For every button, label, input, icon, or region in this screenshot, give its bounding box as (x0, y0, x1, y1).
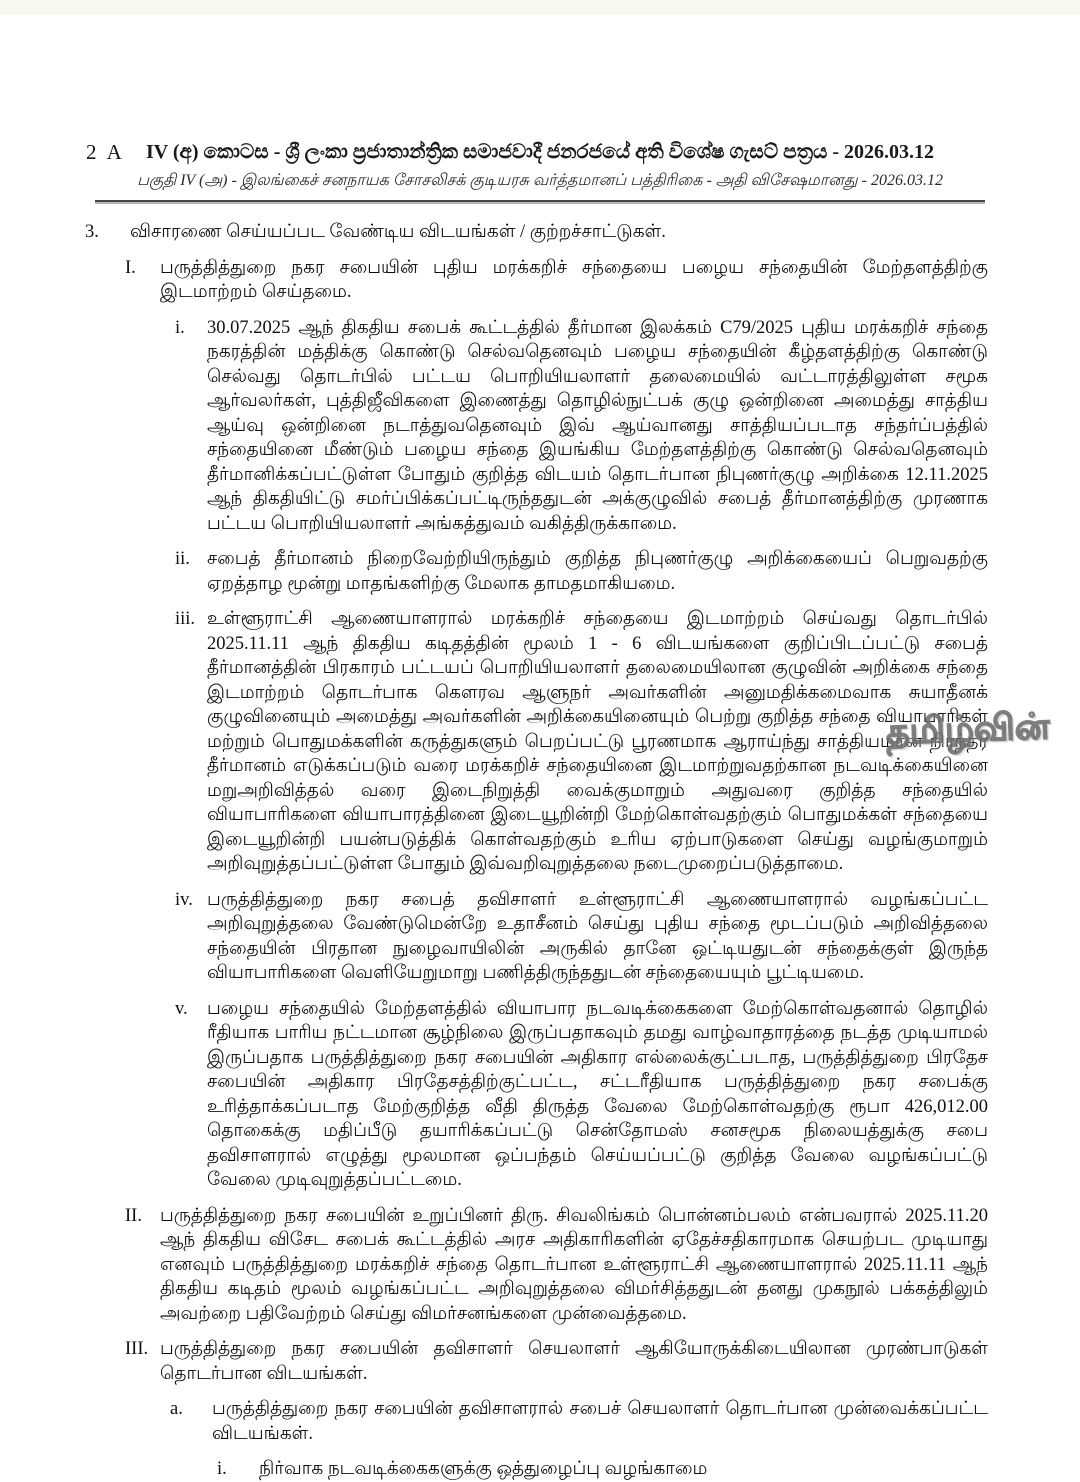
item-II (125, 1204, 988, 1327)
item-III-a-label: a. (170, 1399, 183, 1419)
item-III-a-i-label: i. (217, 1459, 227, 1479)
section-title: விசாரணை செய்யப்பட வேண்டிய விடயங்கள் / குற்றச்சாட்டுகள். (130, 222, 666, 242)
item-I-iv (175, 888, 988, 986)
page-header (0, 0, 1080, 204)
item-I-v (175, 997, 988, 1193)
item-I-i-text: 30.07.2025 ஆந் திகதிய சபைக் கூட்டத்தில் தீர்மான இலக்கம் C79/2025 புதிய மரக்கறிச் சந்தை நகரத்தின் மத்திக்கு கொண்டு செல்வதெனவும் பழைய சந்தையின் கீழ்தளத்திற்கு கொண்டு செல்வது தொடர்பில் பட்டய பொறியியலாளர் தலைமையில் வட்டாரத்திலுள்ள சமூக ஆர்வலர்கள், புத்திஜீவிகளை இணைத்து தொழில்நுட்பக் குழு ஒன்றினை அமைத்து சாத்திய ஆய்வு ஒன்றினை நடாத்துவதெனவும் இவ் ஆய்வானது சாத்தியப்படாத சந்தர்ப்பத்தில் சந்தையினை மீண்டும் பழைய சந்தை இயங்கிய மேற்தளத்திற்கு கொண்டு செல்வதெனவும் தீர்மானிக்கப்பட்டுள்ள போதும் குறித்த விடயம் தொடர்பான நிபுணர்குழு அறிக்கை 12.11.2025 ஆந் திகதியிட்டு சமர்ப்பிக்கப்பட்டிருந்ததுடன் அக்குழுவில் சபைத் தீர்மானத்திற்கு முரணாக பட்டய பொறியியலாளர் அங்கத்துவம் வகித்திருக்காமை. (207, 317, 989, 534)
tamilwin-watermark: தமிழ்வின் (885, 705, 1051, 752)
item-III-a-i-text: நிர்வாக நடவடிக்கைகளுக்கு ஒத்துழைப்பு வழங்காமை (259, 1459, 708, 1479)
header-title-tamil: பகுதி IV (அ) - இலங்கைச் சனநாயக சோசலிசக் குடியரசு வர்த்தமானப் பத்திரிகை - அதி விசேஷமானது - 2026.03.12 (137, 172, 943, 189)
item-III-label: III. (125, 1339, 149, 1359)
page-number: 2 A (86, 140, 125, 164)
item-I-i (175, 316, 988, 537)
section-heading (85, 220, 988, 245)
item-I-iv-text: பருத்தித்துறை நகர சபைத் தவிசாளர் உள்ளூராட்சி ஆணையாளரால் வழங்கப்பட்ட அறிவுறுத்தலை வேண்டுமென்றே உதாசீனம் செய்து புதிய சந்தை மூடப்படும் அறிவித்தலை சந்தையின் பிரதான நுழைவாயிலின் அருகில் தானே ஒட்டியதுடன் சந்தைக்குள் இருந்த வியாபாரிகளை வெளியேறுமாறு பணித்திருந்ததுடன் சந்தையையும் பூட்டியமை. (207, 889, 988, 983)
item-I-label: I. (125, 257, 136, 278)
item-I-iii-text: உள்ளூராட்சி ஆணையாளரால் மரக்கறிச் சந்தையை இடமாற்றம் செய்வது தொடர்பில் 2025.11.11 ஆந் திகதிய கடிதத்தின் மூலம் 1 - 6 விடயங்களை குறிப்பிடப்பட்டு சபைத் தீர்மானத்தின் பிரகாரம் பட்டயப் பொறியியலாளர் தலைமையிலான குழுவின் அறிக்கை சந்தை இடமாற்றம் தொடர்பாக கௌரவ ஆளுநர் அவர்களின் அனுமதிக்கமைவாக சுயாதீனக் குழுவினையும் அமைத்து அவர்களின் அறிக்கையினையும் பெற்று குறித்த சந்தை வியாபாரிகள் மற்றும் பொதுமக்களின் கருத்துகளும் பெறப்பட்டு பூரணமாக ஆராய்ந்து சாத்தியமான நிரந்தர தீர்மானம் எடுக்கப்படும் வரை மரக்கறிச் சந்தையினை இடமாற்றுவதற்கான நடவடிக்கையினை மறுஅறிவித்தல் வரை இடைநிறுத்தி வைக்குமாறும் அதுவரை குறித்த சந்தையில் வியாபாரிகளை வியாபாரத்தினை இடையூறின்றி மேற்கொள்வதற்கும் பொதுமக்கள் சந்தையை இடையூறின்றி பயன்படுத்திக் கொள்வதற்கும் உரிய ஏற்பாடுகளை செய்து வழங்குமாறும் அறிவுறுத்தப்பட்டுள்ள போதும் இவ்வறிவுறுத்தலை நடைமுறைப்படுத்தாமை. (207, 609, 988, 874)
item-III-a (170, 1397, 988, 1446)
item-I-i-label: i. (175, 317, 185, 338)
header-rule (95, 200, 985, 204)
item-II-label: II. (125, 1205, 142, 1226)
item-I-v-text: பழைய சந்தையில் மேற்தளத்தில் வியாபார நடவடிக்கைகளை மேற்கொள்வதனால் தொழில் ரீதியாக பாரிய நட்டமான சூழ்நிலை இருப்பதாகவும் தமது வாழ்வாதாரத்தை நடத்த முடியாமல் இருப்பதாக பருத்தித்துறை நகர சபையின் அதிகார எல்லைக்குட்படாத, பருத்தித்துறை பிரதேச சபையின் அதிகார பிரதேசத்திற்குட்பட்ட, சட்டரீதியாக பருத்தித்துறை நகர சபைக்கு உரித்தாக்கப்படாத மேற்குறித்த வீதி திருத்த வேலை மேற்கொள்வதற்கு ரூபா 426,012.00 தொகைக்கு மதிப்பீடு தயாரிக்கப்பட்டு சென்தோமஸ் சனசமூக நிலையத்துக்கு சபை தவிசாளரால் எழுத்து மூலமான ஒப்பந்தம் செய்யப்பட்டு குறித்த வேலை வழங்கப்பட்டு வேலை முடிவுறுத்தப்பட்டமை. (207, 998, 988, 1190)
item-I (125, 256, 988, 305)
document-body (85, 220, 988, 1482)
item-I-text: பருத்தித்துறை நகர சபையின் புதிய மரக்கறிச் சந்தையை பழைய சந்தையின் மேற்தளத்திற்கு இடமாற்றம் செய்தமை. (160, 257, 988, 302)
item-I-ii (175, 547, 988, 596)
item-II-text: பருத்தித்துறை நகர சபையின் உறுப்பினர் திரு. சிவலிங்கம் பொன்னம்பலம் என்பவரால் 2025.11.20 ஆந் திகதிய விசேட சபைக் கூட்டத்தில் அரச அதிகாரிகளின் ஏதேச்சதிகாரமாக செயற்பட முடியாது எனவும் பருத்தித்துறை மரக்கறிச் சந்தை தொடர்பான உள்ளூராட்சி ஆணையாளரால் 2025.11.11 ஆந் திகதிய கடிதம் மூலம் வழங்கப்பட்ட அறிவுறுத்தலை விமர்சித்ததுடன் தனது முகநூல் பக்கத்திலும் அவற்றை பதிவேற்றம் செய்து விமர்சனங்களை முன்வைத்தமை. (160, 1205, 988, 1324)
item-III-a-i (217, 1457, 988, 1482)
item-I-ii-text: சபைத் தீர்மானம் நிறைவேற்றியிருந்தும் குறித்த நிபுணர்குழு அறிக்கையைப் பெறுவதற்கு ஏறத்தாழ மூன்று மாதங்களிற்கு மேலாக தாமதமாகியமை. (207, 549, 988, 594)
item-I-ii-label: ii. (175, 549, 190, 569)
item-III (125, 1337, 988, 1386)
item-III-text: பருத்தித்துறை நகர சபையின் தவிசாளர் செயலாளர் ஆகியோருக்கிடையிலான முரண்பாடுகள் தொடர்பான விடயங்கள். (160, 1339, 988, 1384)
item-I-iv-label: iv. (175, 889, 193, 910)
item-I-iii (175, 607, 988, 877)
header-title-sinhala: IV (අ) කොටස - ශ්‍රී ලංකා ප්‍රජාතාන්ත්‍රික සමාජවාදී ජනරජයේ අති විශේෂ ගැසට් පත්‍රය - 2026.03.12 (145, 141, 934, 163)
item-I-v-label: v. (175, 998, 188, 1019)
section-number: 3. (85, 222, 99, 242)
item-I-iii-label: iii. (175, 609, 196, 629)
item-III-a-text: பருத்தித்துறை நகர சபையின் தவிசாளரால் சபைச் செயலாளர் தொடர்பான முன்வைக்கப்பட்ட விடயங்கள். (212, 1399, 988, 1444)
